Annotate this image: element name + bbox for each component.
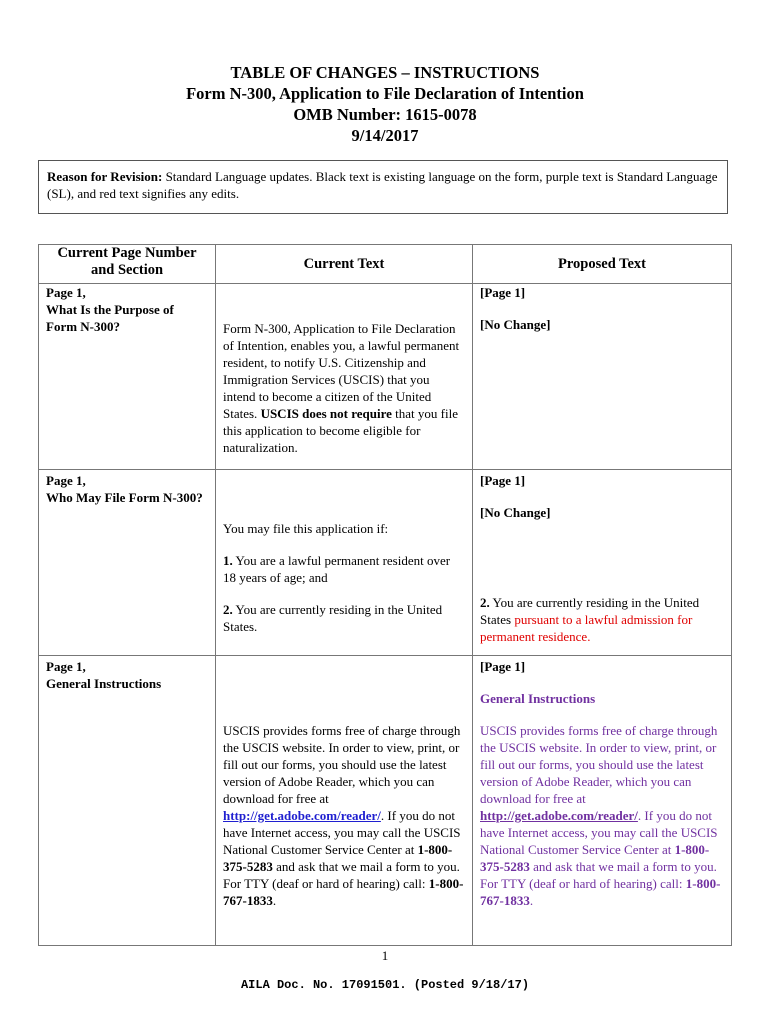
current-text-tail: that you file this application to become eligible for naturalization. (223, 406, 458, 455)
proposed-no-change: [No Change] (480, 505, 551, 520)
current-phone-2: 1-800-767-1833 (223, 876, 464, 908)
section-name: General Instructions (46, 676, 162, 691)
table-row (39, 470, 732, 656)
section-cell (39, 284, 216, 470)
current-text-c: and ask that we mail a form to you. For TTY (deaf or hard of hearing) call: (223, 859, 460, 891)
footer-doc-number: AILA Doc. No. 17091501. (Posted 9/18/17) (240, 978, 530, 992)
proposed-page: [Page 1] (480, 659, 526, 674)
current-text-cell (216, 284, 473, 470)
current-text-d: . (272, 893, 277, 908)
proposed-edit-text: pursuant to a lawful admission for permanent residence. (480, 612, 693, 644)
proposed-page: [Page 1] (480, 473, 526, 488)
title-line-3: OMB Number: 1615-0078 (293, 105, 477, 124)
changes-table (38, 244, 732, 946)
reason-text: Standard Language updates. Black text is existing language on the form, purple text is Standard Language (SL), and red text signifies any edits. (47, 169, 718, 201)
section-page: Page 1, (46, 285, 86, 300)
title-line-1: TABLE OF CHANGES – INSTRUCTIONS (230, 63, 540, 82)
section-page: Page 1, (46, 659, 86, 674)
current-text-b: . If you do not have Internet access, you may call the USCIS National Customer Service Center at (223, 808, 461, 857)
section-cell (39, 470, 216, 656)
current-text-a: USCIS provides forms free of charge through the USCIS website. In order to view, print, or fill out our forms, you should use the latest version of Adobe Reader, which you can download for free at (223, 723, 461, 806)
current-item-1: 1. You are a lawful permanent resident over 18 years of age; and (223, 553, 451, 585)
current-intro: You may file this application if: (223, 521, 389, 536)
table-header-row (39, 245, 732, 284)
adobe-reader-link[interactable]: http://get.adobe.com/reader/ (223, 808, 381, 823)
reason-for-revision-box (38, 160, 728, 214)
title-line-2: Form N-300, Application to File Declaration of Intention (186, 84, 584, 103)
current-text-bold: USCIS does not require (260, 406, 392, 421)
proposed-general-instructions: USCIS provides forms free of charge through the USCIS website. In order to view, print, or fill out our forms, you should use the latest version of Adobe Reader, which you can download for free at http://get.adobe.com/reader/. If you do not have Internet access, you may call the USCIS National Customer Service Center at 1-800-375-5283 and ask that we mail a form to you. For TTY (deaf or hard of hearing) call: 1-800-767-1833. (480, 723, 721, 908)
title-line-4: 9/14/2017 (351, 126, 419, 145)
document-title (0, 62, 770, 146)
table-row (39, 284, 732, 470)
proposed-text-cell (473, 284, 732, 470)
header-current-text: Current Text (216, 245, 473, 284)
proposed-adobe-reader-link[interactable]: http://get.adobe.com/reader/ (480, 808, 638, 823)
reason-label: Reason for Revision: (47, 169, 163, 184)
proposed-page: [Page 1] (480, 285, 526, 300)
proposed-item-2: 2. You are currently residing in the United States pursuant to a lawful admission for permanent residence. (480, 595, 700, 644)
section-cell (39, 656, 216, 946)
header-current-page-section: Current Page Number and Section (39, 245, 216, 284)
section-name: Who May File Form N-300? (46, 490, 203, 505)
proposed-heading: General Instructions (480, 691, 596, 706)
proposed-text-cell (473, 656, 732, 946)
page-number: 1 (381, 948, 389, 963)
current-text-cell (216, 656, 473, 946)
current-text-cell (216, 470, 473, 656)
current-phone-1: 1-800-375-5283 (223, 842, 453, 874)
proposed-text-cell (473, 470, 732, 656)
table-row (39, 656, 732, 946)
current-item-2: 2. You are currently residing in the United States. (223, 602, 443, 634)
proposed-no-change: [No Change] (480, 317, 551, 332)
section-page: Page 1, (46, 473, 86, 488)
current-text: Form N-300, Application to File Declaration of Intention, enables you, a lawful permanent resident, to notify U.S. Citizenship and Immigration Services (USCIS) that you intend to become a citizen of the United States. (223, 321, 460, 421)
section-name: What Is the Purpose of Form N-300? (46, 302, 174, 334)
header-proposed-text: Proposed Text (473, 245, 732, 284)
